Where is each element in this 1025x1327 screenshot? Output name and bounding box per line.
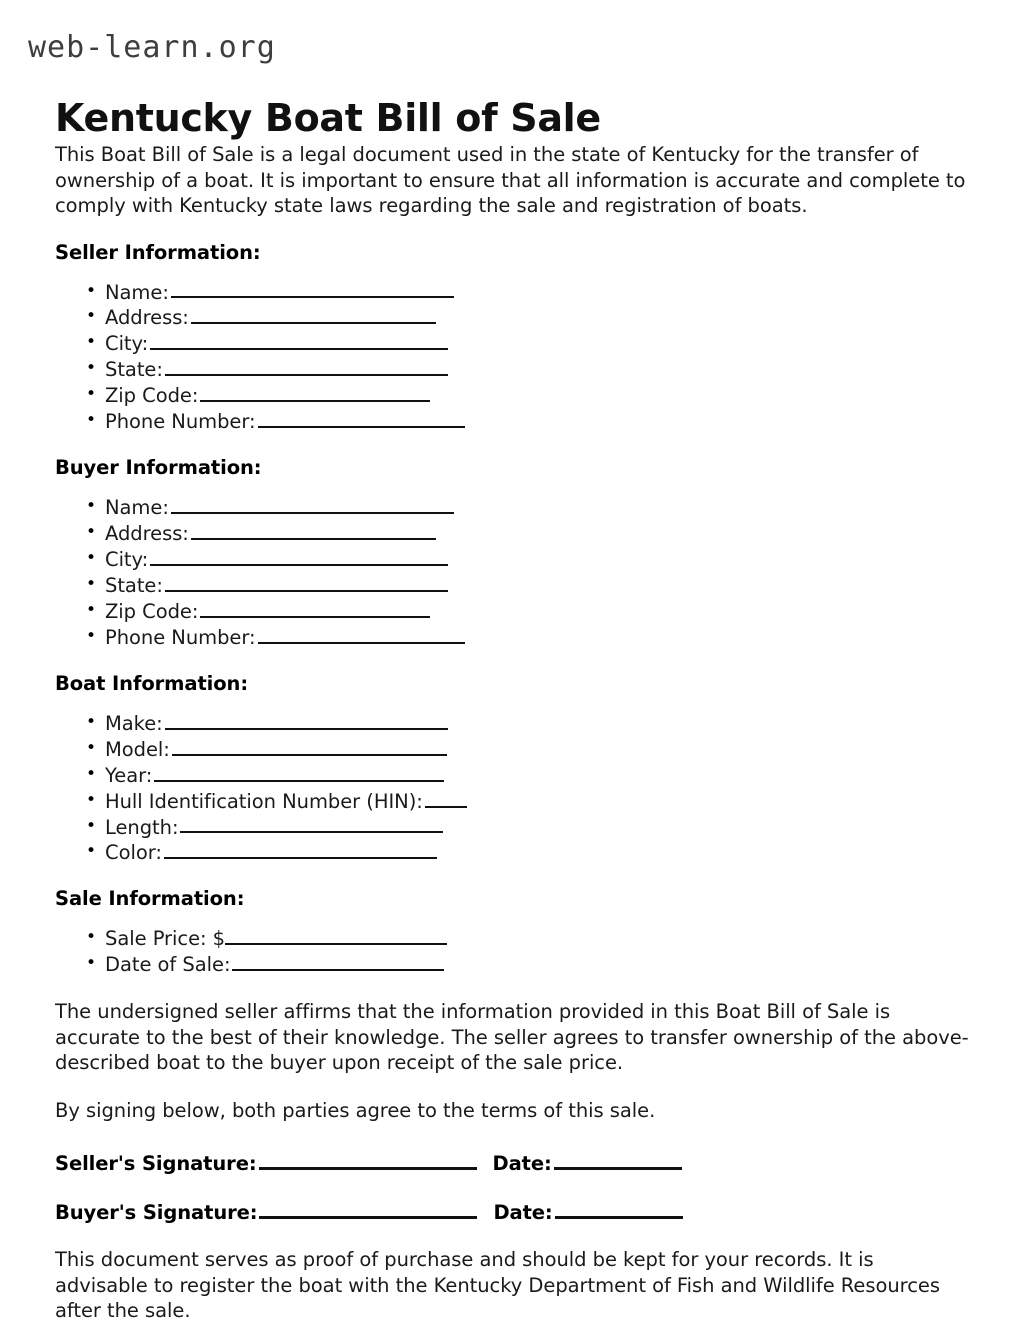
field-blank-date-of-sale[interactable] — [232, 951, 444, 971]
field-list-buyer-information — [55, 494, 970, 650]
field-blank-city[interactable] — [150, 330, 448, 350]
signature-date-label: Date: — [493, 1201, 553, 1225]
field-blank-phone-number[interactable] — [258, 624, 465, 644]
closing-paragraph: This document serves as proof of purchase and should be kept for your records. It is advisable to register the boat with the Kentucky Department of Fish and Wildlife Resources after the sale. — [55, 1248, 940, 1323]
field-label: City: — [105, 547, 149, 571]
field-row-date-of-sale — [105, 951, 970, 977]
field-row-model — [105, 736, 970, 762]
field-row-zip-code — [105, 598, 970, 624]
intro-paragraph: This Boat Bill of Sale is a legal document used in the state of Kentucky for the transfer of ownership of a boat. It is important to ensure that all information is accurate and complete to comply with Kentucky state laws regarding the sale and registration of boats. — [55, 143, 966, 217]
field-row-phone-number — [105, 624, 970, 650]
field-blank-zip-code[interactable] — [200, 598, 430, 618]
signature-date-label: Date: — [492, 1152, 552, 1176]
field-row-phone-number — [105, 408, 970, 434]
field-blank-year[interactable] — [154, 762, 444, 782]
field-blank-name[interactable] — [171, 279, 454, 299]
agreement-paragraph: By signing below, both parties agree to the terms of this sale. — [55, 1098, 656, 1122]
field-row-color — [105, 839, 970, 865]
signature-label: Buyer's Signature: — [55, 1201, 258, 1225]
signature-block — [55, 1149, 970, 1225]
field-label: Zip Code: — [105, 384, 199, 408]
affirmation-paragraph: The undersigned seller affirms that the information provided in this Boat Bill of Sale is accurate to the best of their knowledge. The seller agrees to transfer ownership of the above-described boat to the buyer upon receipt of the sale price. — [55, 1000, 969, 1075]
field-label: Zip Code: — [105, 599, 199, 623]
signature-row-seller-s-signature — [55, 1149, 970, 1176]
field-row-state — [105, 572, 970, 598]
field-label: State: — [105, 358, 163, 382]
field-row-length — [105, 814, 970, 840]
field-blank-color[interactable] — [164, 839, 437, 859]
field-list-sale-information — [55, 925, 970, 977]
page-title: Kentucky Boat Bill of Sale — [55, 96, 601, 141]
signature-blank[interactable] — [259, 1198, 477, 1219]
field-label: Address: — [105, 306, 189, 330]
field-row-hull-identification-number-hin — [105, 788, 970, 814]
field-row-address — [105, 520, 970, 546]
field-blank-model[interactable] — [172, 736, 447, 756]
field-blank-address[interactable] — [191, 520, 436, 540]
field-label: Name: — [105, 280, 169, 304]
field-label: State: — [105, 573, 163, 597]
signature-blank[interactable] — [259, 1149, 477, 1170]
field-row-zip-code — [105, 382, 970, 408]
signature-row-buyer-s-signature — [55, 1198, 970, 1225]
field-row-address — [105, 304, 970, 330]
section-heading-sale-information: Sale Information: — [55, 887, 245, 911]
field-blank-name[interactable] — [171, 494, 454, 514]
field-blank-city[interactable] — [150, 546, 448, 566]
signature-label: Seller's Signature: — [55, 1152, 257, 1176]
section-heading-seller-information: Seller Information: — [55, 240, 261, 264]
form-sections — [55, 241, 970, 978]
signature-date-blank[interactable] — [554, 1149, 682, 1170]
section-heading-boat-information: Boat Information: — [55, 671, 249, 695]
field-label: Length: — [105, 815, 179, 839]
field-label: Phone Number: — [105, 410, 256, 434]
field-blank-hull-identification-number-hin[interactable] — [425, 788, 467, 808]
field-blank-sale-price[interactable] — [225, 925, 447, 945]
field-blank-state[interactable] — [165, 572, 448, 592]
field-label: Sale Price: $ — [105, 927, 226, 951]
field-row-year — [105, 762, 970, 788]
field-label: Model: — [105, 737, 170, 761]
field-label: Hull Identification Number (HIN): — [105, 789, 423, 813]
field-row-state — [105, 356, 970, 382]
field-blank-phone-number[interactable] — [258, 408, 465, 428]
field-list-boat-information — [55, 710, 970, 866]
field-label: Phone Number: — [105, 625, 256, 649]
section-heading-buyer-information: Buyer Information: — [55, 456, 262, 480]
field-label: Address: — [105, 522, 189, 545]
signature-date-blank[interactable] — [555, 1198, 683, 1219]
document-body — [55, 142, 970, 1327]
field-blank-make[interactable] — [165, 710, 448, 730]
field-blank-zip-code[interactable] — [200, 382, 430, 402]
field-label: Year: — [105, 763, 153, 787]
field-label: Date of Sale: — [105, 953, 231, 977]
field-label: Color: — [105, 841, 162, 865]
field-blank-state[interactable] — [165, 356, 448, 376]
field-row-city — [105, 330, 970, 356]
field-row-name — [105, 494, 970, 520]
field-row-make — [105, 710, 970, 736]
field-row-name — [105, 279, 970, 305]
field-blank-length[interactable] — [180, 814, 443, 834]
field-label: Name: — [105, 496, 169, 520]
field-blank-address[interactable] — [191, 304, 436, 324]
field-label: Make: — [105, 711, 163, 735]
site-watermark: web-learn.org — [28, 30, 276, 65]
field-list-seller-information — [55, 279, 970, 435]
field-label: City: — [105, 332, 149, 356]
field-row-city — [105, 546, 970, 572]
field-row-sale-price — [105, 925, 970, 951]
